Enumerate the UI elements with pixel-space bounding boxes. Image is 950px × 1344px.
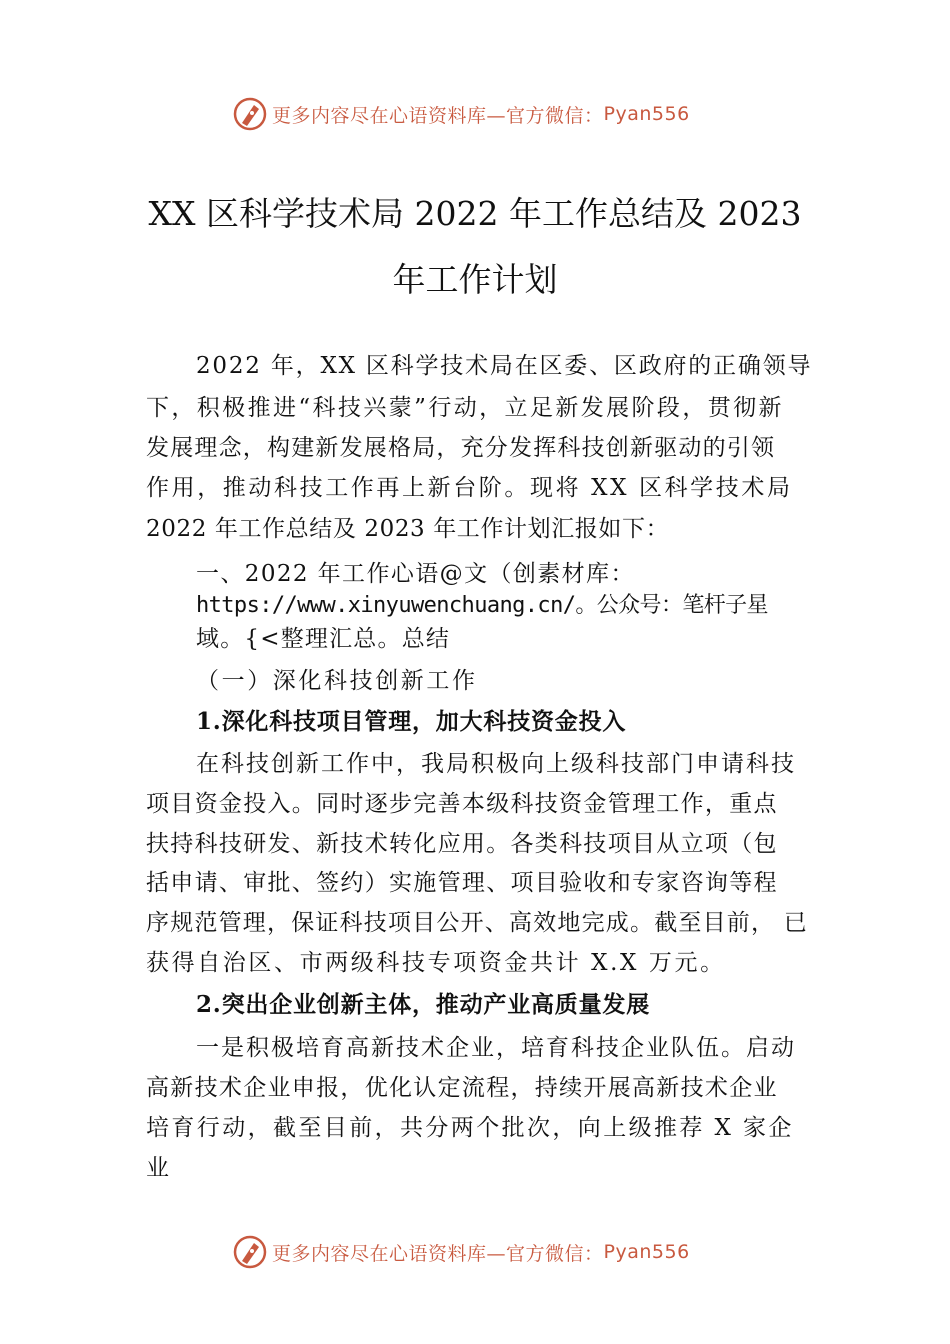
section-1-line: 域。{<整理汇总。总结 [196, 626, 451, 652]
watermark-text: 更多内容尽在心语资料库—官方微信： [272, 104, 604, 127]
item-2-line: 高新技术企业申报，优化认定流程，持续开展高新技术企业 [146, 1075, 778, 1101]
item-1-heading: 1.深化科技项目管理，加大科技资金投入 [196, 708, 627, 735]
pen-nib-logo-icon [232, 96, 268, 132]
item-1-line: 项目资金投入。同时逐步完善本级科技资金管理工作，重点 [146, 791, 778, 817]
item-1-line: 序规范管理，保证科技项目公开、高效地完成。截至目前， 已 [146, 910, 808, 936]
item-2-line: 一是积极培育高新技术企业，培育科技企业队伍。启动 [196, 1035, 796, 1061]
item-1-line: 括申请、审批、签约）实施管理、项目验收和专家咨询等程 [146, 870, 778, 896]
section-heading-1: 一、2022 年工作心语@文（创素材库： [196, 561, 635, 587]
item-1-line: 获得自治区、市两级科技专项资金共计 X.X 万元。 [146, 950, 726, 976]
document-title-line-2: 年工作计划 [392, 260, 558, 299]
header-watermark [0, 94, 950, 134]
intro-line: 2022 年工作总结及 2023 年工作计划汇报如下： [146, 516, 670, 542]
subsection-heading: （一）深化科技创新工作 [196, 668, 478, 694]
intro-line: 作用，推动科技工作再上新台阶。现将 XX 区科学技术局 [146, 475, 793, 501]
watermark-wechat-id: Pyan556 [603, 1241, 690, 1263]
item-2-heading: 2.突出企业创新主体，推动产业高质量发展 [196, 991, 651, 1018]
section-1-url-line: https://www.xinyuwenchuang.cn/。公众号：笔杆子星 [196, 593, 768, 618]
watermark-text: 更多内容尽在心语资料库—官方微信： [272, 1242, 604, 1265]
footer-watermark [0, 1232, 950, 1272]
intro-line: 2022 年，XX 区科学技术局在区委、区政府的正确领导 [196, 353, 813, 379]
item-1-line: 扶持科技研发、新技术转化应用。各类科技项目从立项（包 [146, 831, 778, 857]
item-2-line: 培育行动，截至目前，共分两个批次，向上级推荐 X 家企 [146, 1115, 794, 1141]
intro-line: 发展理念，构建新发展格局，充分发挥科技创新驱动的引领 [146, 435, 776, 461]
document-title-line-1: XX 区科学技术局 2022 年工作总结及 2023 [148, 194, 802, 233]
item-1-line: 在科技创新工作中，我局积极向上级科技部门申请科技 [196, 751, 796, 777]
watermark-wechat-id: Pyan556 [603, 103, 690, 125]
pen-nib-logo-icon [232, 1234, 268, 1270]
item-2-line: 业 [146, 1155, 169, 1181]
intro-line: 下，积极推进“科技兴蒙”行动，立足新发展阶段，贯彻新 [146, 395, 784, 421]
